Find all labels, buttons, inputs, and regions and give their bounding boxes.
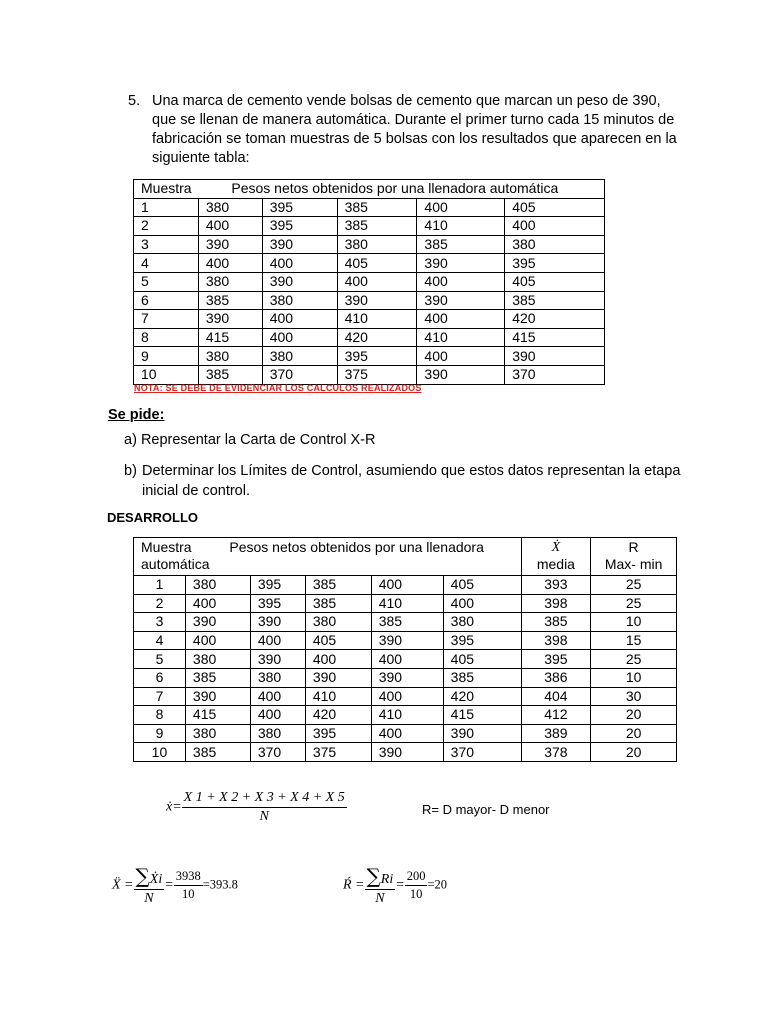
table-cell: 395: [443, 631, 521, 650]
table-cell: 20: [591, 724, 677, 743]
table-cell: 385: [337, 198, 417, 217]
table-row: [134, 576, 677, 595]
table-cell: 400: [250, 706, 305, 725]
range-mean-lhs: Ŕ =: [343, 877, 365, 893]
table-cell: 398: [521, 631, 591, 650]
table-cell: 400: [198, 217, 262, 236]
table-cell: 405: [443, 576, 521, 595]
cell-muestra: 10: [134, 365, 199, 384]
table-cell: 410: [371, 594, 443, 613]
cell-muestra: 2: [134, 217, 199, 236]
item-a-text: Representar la Carta de Control X-R: [140, 432, 376, 448]
table-row: [134, 235, 605, 254]
table-cell: 385: [185, 668, 250, 687]
table-cell: 20: [591, 706, 677, 725]
table-cell: 400: [262, 328, 337, 347]
table-cell: 410: [417, 328, 505, 347]
table-cell: 380: [185, 724, 250, 743]
se-pide-heading: Se pide:: [108, 407, 165, 423]
formula-mean-denominator: N: [259, 809, 269, 824]
range-mean-fraction: [365, 864, 396, 907]
table-row: [134, 743, 677, 762]
table-cell: 385: [198, 291, 262, 310]
table-cell: 412: [521, 706, 591, 725]
table-cell: 390: [198, 310, 262, 329]
table-cell: 390: [250, 650, 305, 669]
table-cell: 415: [198, 328, 262, 347]
cell-muestra: 4: [134, 254, 199, 273]
table-cell: 25: [591, 576, 677, 595]
range-mean-sum-term: Ri: [380, 872, 394, 887]
sigma-symbol: ∑: [135, 864, 150, 888]
table-cell: 400: [417, 310, 505, 329]
table-row: [134, 706, 677, 725]
table-cell: 400: [250, 631, 305, 650]
formula-range-mean: [343, 864, 447, 907]
header-muestra: Muestra: [134, 180, 199, 199]
table-cell: 380: [198, 272, 262, 291]
table-cell: 405: [305, 631, 371, 650]
grand-mean-eq: =: [164, 877, 174, 893]
header-muestra: Muestra: [141, 539, 192, 555]
item-b: [124, 461, 684, 501]
range-mean-value-fraction: [405, 869, 428, 902]
table-cell: 400: [337, 272, 417, 291]
cell-muestra: 9: [134, 347, 199, 366]
table-cell: 400: [505, 217, 605, 236]
table-cell: 410: [371, 706, 443, 725]
table-cell: 390: [262, 235, 337, 254]
table-cell: 390: [371, 668, 443, 687]
table-cell: 15: [591, 631, 677, 650]
table-cell: 390: [198, 235, 262, 254]
table-cell: 370: [505, 365, 605, 384]
item-b-label: b): [124, 463, 137, 479]
table-cell: 370: [262, 365, 337, 384]
cell-muestra: 1: [134, 576, 186, 595]
table-cell: 380: [505, 235, 605, 254]
header-range: [591, 538, 677, 576]
table-row: [134, 198, 605, 217]
table-cell: 380: [198, 347, 262, 366]
cell-muestra: 7: [134, 310, 199, 329]
grand-mean-num-value: 3938: [174, 869, 203, 886]
table-row: [134, 217, 605, 236]
table-cell: 405: [505, 272, 605, 291]
table-cell: 390: [505, 347, 605, 366]
note-text: NOTA: SE DEBE DE EVIDENCIAR LOS CALCULOS REALIZADOS: [134, 383, 422, 393]
cell-muestra: 2: [134, 594, 186, 613]
cell-muestra: 6: [134, 668, 186, 687]
grand-mean-sum-term: Ẋi: [149, 872, 163, 887]
table-row: [134, 687, 677, 706]
table-cell: 30: [591, 687, 677, 706]
range-mean-num-value: 200: [405, 869, 428, 886]
table-cell: 400: [262, 310, 337, 329]
table-cell: 395: [250, 594, 305, 613]
table-cell: 395: [521, 650, 591, 669]
problem-statement: [128, 92, 688, 168]
grand-mean-den-value: 10: [181, 887, 195, 901]
table-cell: 420: [443, 687, 521, 706]
table-cell: 400: [417, 272, 505, 291]
table-cell: 380: [262, 291, 337, 310]
range-mean-result: =20: [427, 877, 447, 892]
cell-muestra: 9: [134, 724, 186, 743]
formula-mean-numerator: X 1 + X 2 + X 3 + X 4 + X 5: [182, 790, 347, 808]
table-cell: 390: [371, 631, 443, 650]
table-cell: 380: [250, 724, 305, 743]
table-cell: 10: [591, 613, 677, 632]
table-cell: 390: [417, 254, 505, 273]
cell-muestra: 10: [134, 743, 186, 762]
table-row: [134, 365, 605, 384]
header-pesos: Pesos netos obtenidos por una llenadora automática: [198, 180, 604, 199]
grand-mean-denominator: N: [144, 891, 154, 906]
table-cell: 380: [185, 576, 250, 595]
mean-label: media: [536, 556, 575, 572]
table-cell: 390: [417, 365, 505, 384]
cell-muestra: 3: [134, 235, 199, 254]
grand-mean-value-fraction: [174, 869, 203, 902]
table-header-row: [134, 180, 605, 199]
table-cell: 400: [185, 631, 250, 650]
table-cell: 400: [371, 687, 443, 706]
table-cell: 420: [505, 310, 605, 329]
range-symbol: R: [628, 539, 639, 555]
table-cell: 400: [305, 650, 371, 669]
table-cell: 390: [185, 687, 250, 706]
table-cell: 25: [591, 650, 677, 669]
table-cell: 10: [591, 668, 677, 687]
header-pesos: Pesos netos obtenidos por una llenadora: [229, 539, 484, 555]
table-row: [134, 668, 677, 687]
table-cell: 380: [443, 613, 521, 632]
item-b-text: Determinar los Límites de Control, asumiendo que estos datos representan la etapa inicial de control.: [142, 463, 681, 499]
table-cell: 385: [305, 594, 371, 613]
mean-symbol: Ẋ: [551, 540, 561, 555]
table-row: [134, 328, 605, 347]
table-cell: 400: [417, 198, 505, 217]
range-mean-denominator: N: [375, 891, 385, 906]
cell-muestra: 6: [134, 291, 199, 310]
table-row: [134, 272, 605, 291]
table-cell: 390: [185, 613, 250, 632]
table-row: [134, 310, 605, 329]
cell-muestra: 3: [134, 613, 186, 632]
desarrollo-heading: DESARROLLO: [107, 510, 198, 525]
table-cell: 370: [250, 743, 305, 762]
table-cell: 400: [250, 687, 305, 706]
table-cell: 385: [417, 235, 505, 254]
table-row: [134, 631, 677, 650]
grand-mean-result: =393.8: [202, 877, 238, 892]
table-cell: 395: [505, 254, 605, 273]
cell-muestra: 1: [134, 198, 199, 217]
table-cell: 400: [198, 254, 262, 273]
range-mean-den-value: 10: [409, 887, 423, 901]
table-row: [134, 291, 605, 310]
table-cell: 380: [305, 613, 371, 632]
grand-mean-fraction: [134, 864, 165, 907]
table-row: [134, 650, 677, 669]
range-mean-eq: =: [395, 877, 405, 893]
table-cell: 390: [443, 724, 521, 743]
table-cell: 380: [185, 650, 250, 669]
table-cell: 390: [262, 272, 337, 291]
table-cell: 405: [443, 650, 521, 669]
table-cell: 370: [443, 743, 521, 762]
table-cell: 20: [591, 743, 677, 762]
table-cell: 420: [305, 706, 371, 725]
table-cell: 395: [305, 724, 371, 743]
table-cell: 385: [505, 291, 605, 310]
table-cell: 395: [262, 198, 337, 217]
table-cell: 393: [521, 576, 591, 595]
table-row: [134, 613, 677, 632]
table-cell: 375: [337, 365, 417, 384]
table-row: [134, 594, 677, 613]
table-cell: 400: [371, 650, 443, 669]
formula-range: R= D mayor- D menor: [422, 802, 550, 817]
cell-muestra: 5: [134, 650, 186, 669]
table-cell: 380: [250, 668, 305, 687]
item-a-label: a): [124, 432, 137, 448]
table-cell: 390: [305, 668, 371, 687]
table-cell: 400: [371, 724, 443, 743]
formula-mean-lhs: ẋ=: [166, 799, 182, 815]
header-cell-main: [134, 538, 522, 576]
table-cell: 400: [262, 254, 337, 273]
table-cell: 375: [305, 743, 371, 762]
table-row: [134, 254, 605, 273]
table-cell: 385: [198, 365, 262, 384]
cell-muestra: 5: [134, 272, 199, 291]
table-cell: 404: [521, 687, 591, 706]
formula-grand-mean: [112, 864, 238, 907]
table-cell: 400: [185, 594, 250, 613]
table-cell: 380: [262, 347, 337, 366]
table-row: [134, 347, 605, 366]
table-cell: 385: [371, 613, 443, 632]
table-header-row: [134, 538, 677, 576]
table-cell: 390: [337, 291, 417, 310]
cell-muestra: 4: [134, 631, 186, 650]
table-cell: 385: [337, 217, 417, 236]
cell-muestra: 8: [134, 706, 186, 725]
table-cell: 378: [521, 743, 591, 762]
table-cell: 415: [185, 706, 250, 725]
header-media: [521, 538, 591, 576]
table-cell: 395: [262, 217, 337, 236]
samples-table: [133, 179, 605, 385]
table-cell: 398: [521, 594, 591, 613]
item-a: [124, 432, 375, 448]
table-cell: 380: [198, 198, 262, 217]
table-cell: 395: [250, 576, 305, 595]
problem-text: Una marca de cemento vende bolsas de cemento que marcan un peso de 390, que se llenan de manera automática. Durante el primer turno cada 15 minutos de fabricación se toman muestras de 5 bolsas con los resultados que aparecen en la siguiente tabla:: [152, 93, 677, 166]
table-cell: 405: [337, 254, 417, 273]
problem-number: 5.: [128, 93, 141, 109]
table-cell: 380: [337, 235, 417, 254]
grand-mean-lhs: Ẍ =: [112, 877, 134, 893]
table-cell: 385: [521, 613, 591, 632]
table-cell: 405: [505, 198, 605, 217]
formula-mean-fraction: [182, 790, 347, 825]
results-table: [133, 537, 677, 762]
table-cell: 410: [337, 310, 417, 329]
samples-table-body: [134, 180, 605, 385]
formula-mean: [166, 790, 347, 825]
table-cell: 400: [371, 576, 443, 595]
table-cell: 400: [417, 347, 505, 366]
table-cell: 400: [443, 594, 521, 613]
table-cell: 389: [521, 724, 591, 743]
results-table-body: [134, 538, 677, 762]
table-cell: 25: [591, 594, 677, 613]
table-cell: 415: [443, 706, 521, 725]
sigma-symbol: ∑: [366, 864, 381, 888]
table-cell: 385: [185, 743, 250, 762]
table-cell: 390: [250, 613, 305, 632]
range-label: Max- min: [604, 556, 663, 572]
table-cell: 420: [337, 328, 417, 347]
table-cell: 385: [443, 668, 521, 687]
table-cell: 390: [371, 743, 443, 762]
table-cell: 385: [305, 576, 371, 595]
table-cell: 410: [305, 687, 371, 706]
cell-muestra: 8: [134, 328, 199, 347]
table-cell: 386: [521, 668, 591, 687]
table-cell: 390: [417, 291, 505, 310]
table-cell: 410: [417, 217, 505, 236]
header-automatica: automática: [141, 556, 210, 572]
table-cell: 395: [337, 347, 417, 366]
cell-muestra: 7: [134, 687, 186, 706]
table-cell: 415: [505, 328, 605, 347]
table-row: [134, 724, 677, 743]
